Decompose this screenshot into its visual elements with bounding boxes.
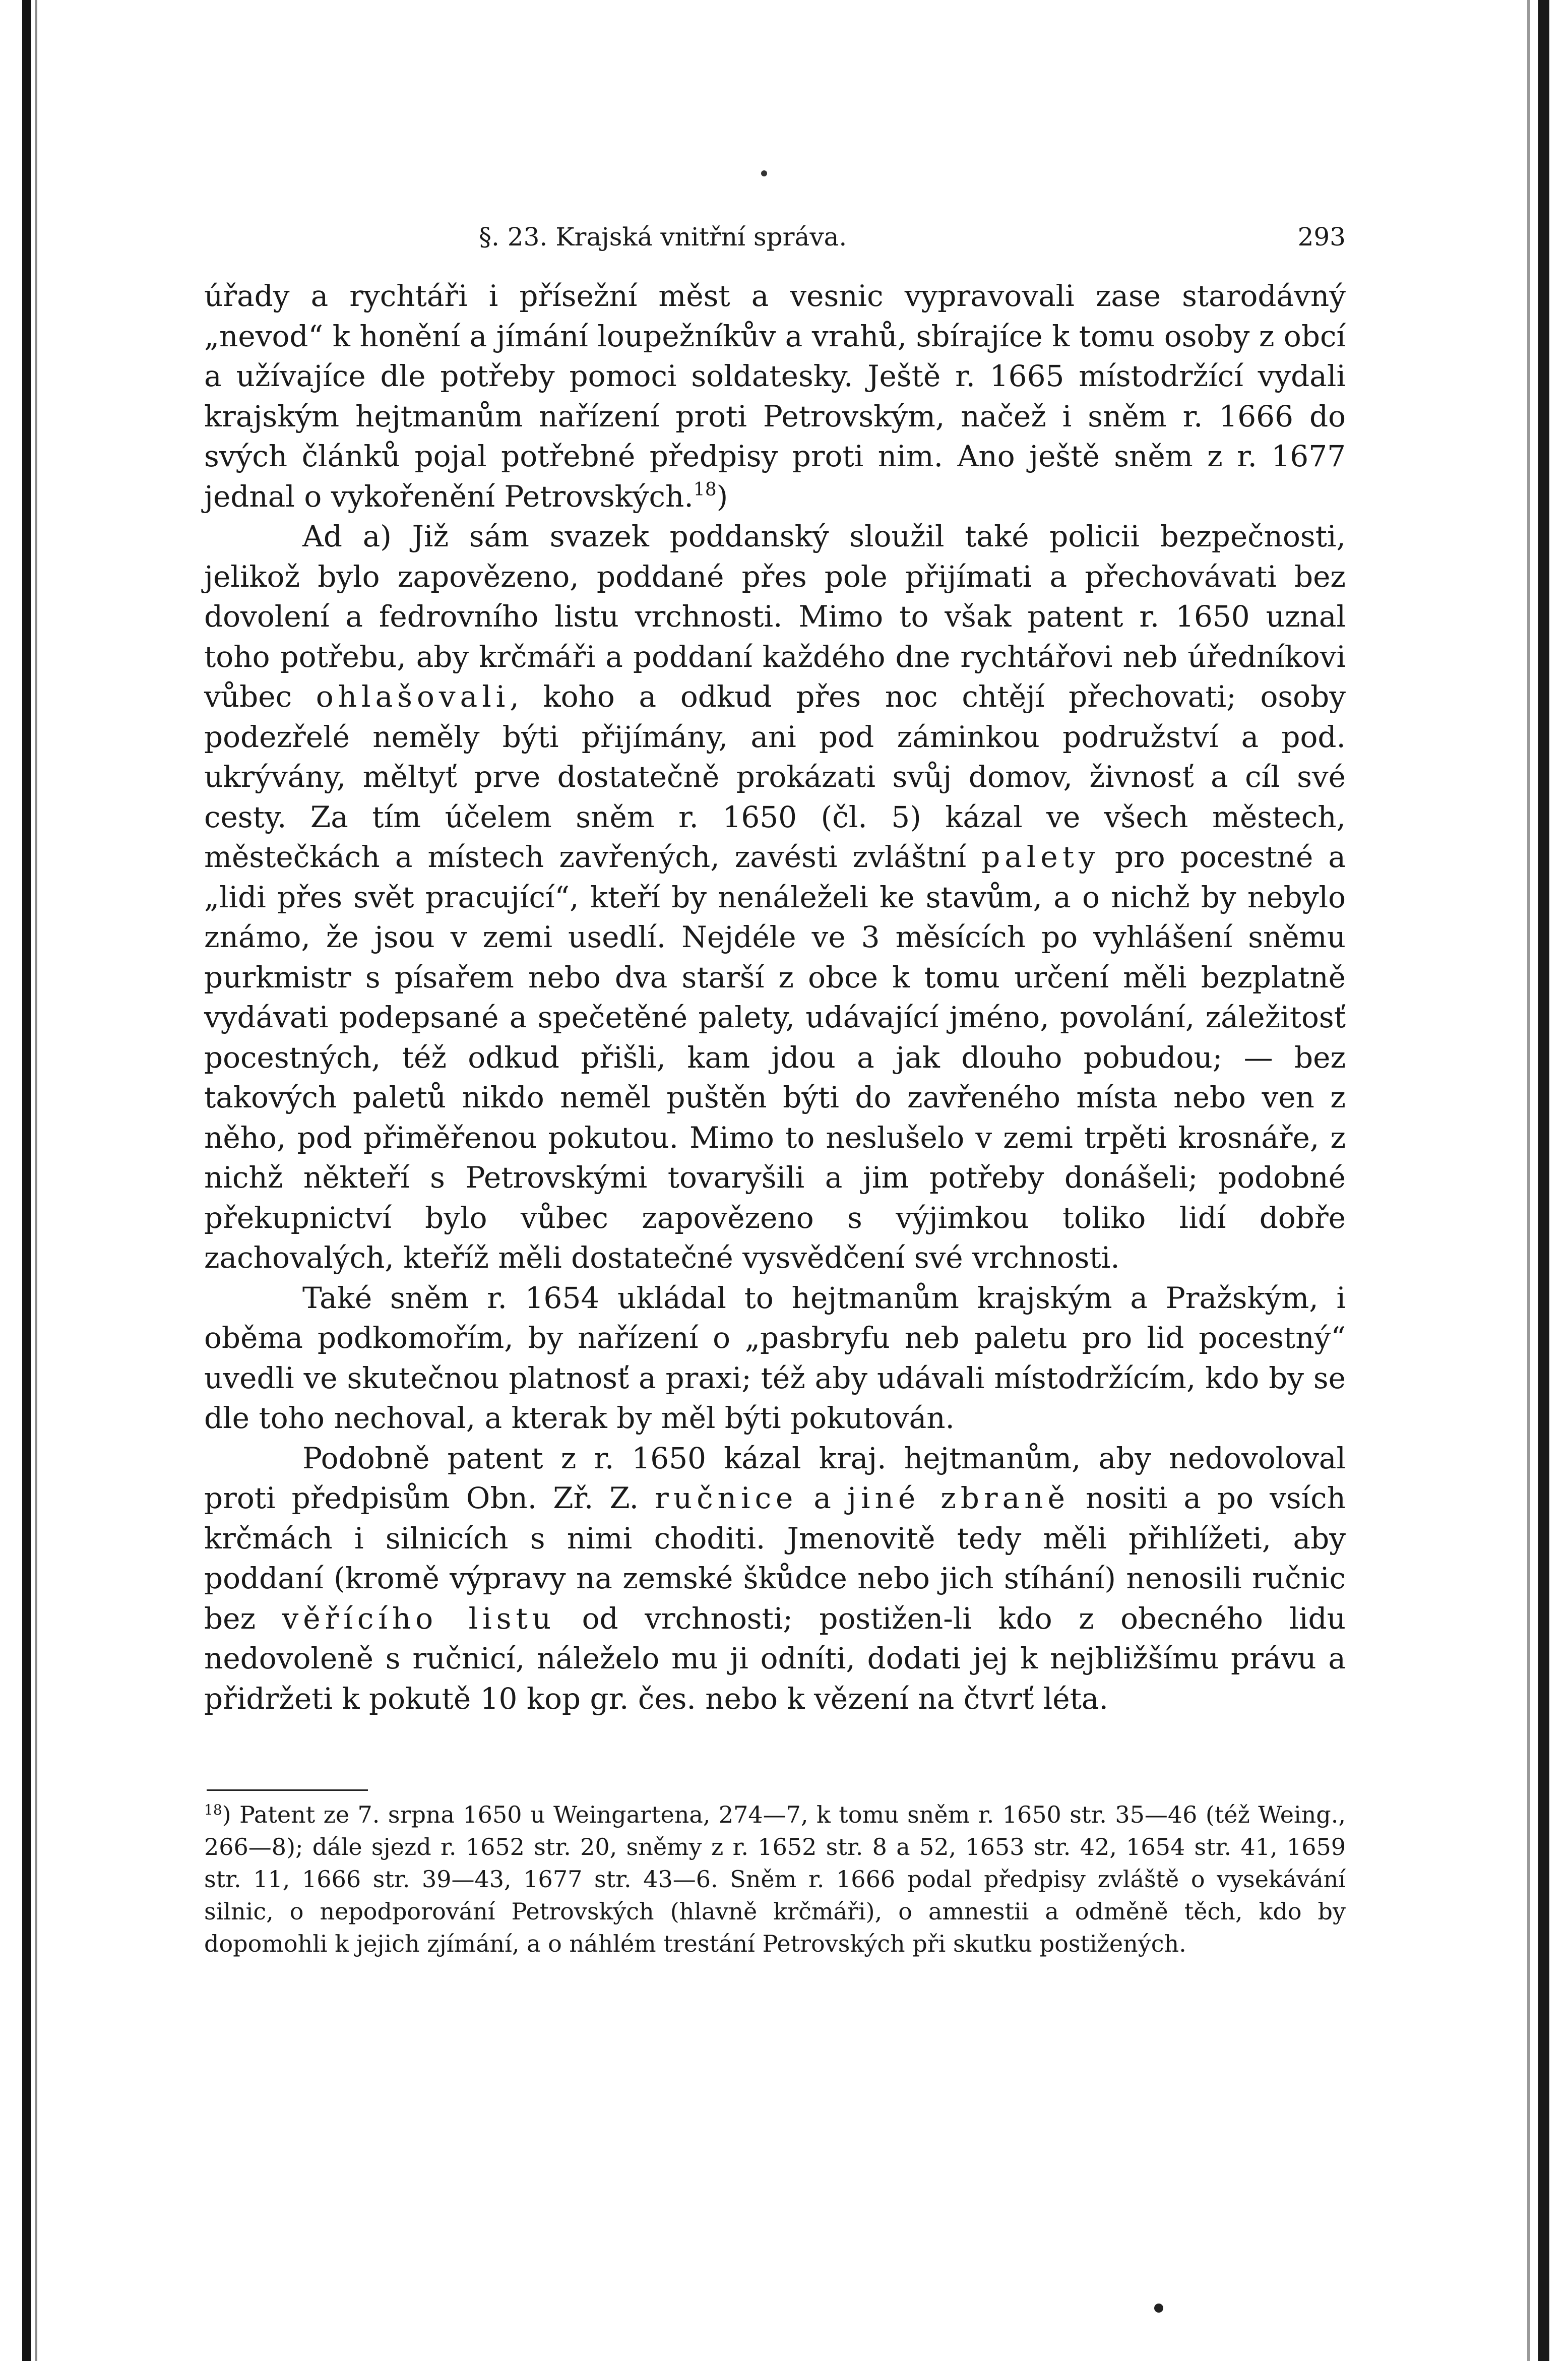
scan-edge-right-shadow	[1527, 0, 1530, 2361]
page-number: 293	[1297, 222, 1346, 252]
paragraph-2-part-b: , koho a odkud přes noc chtějí přechovati; osoby podezřelé neměly býti přijímány, ani pod záminkou podružství a pod. ukrývány, měltyť prve dostatečně prokázati svůj domov, živnosť a cíl své cesty. Za tím účelem sněm r. 1650 (čl. 5) kázal ve všech městech, městečkách a místech zavřených, zavésti zvláštní	[204, 679, 1346, 874]
footnote-separator	[207, 1789, 368, 1791]
scan-edge-right	[1538, 0, 1549, 2361]
spaced-emphasis-palety: palety	[981, 840, 1100, 874]
paragraph-3: Také sněm r. 1654 ukládal to hejtmanům krajským a Pražským, i oběma podkomořím, by nařízení o „pasbryfu neb paletu pro lid pocestný“ uvedli ve skutečnou platnosť a praxi; též aby udávali místodržícím, kdo by se dle toho nechoval, a kterak by měl býti pokutován.	[204, 1280, 1346, 1435]
paragraph-4-part-a: Podobně patent z r. 1650 kázal kraj. hejtmanům, aby nedovoloval proti předpisům Obn. Zř. Z.	[204, 1441, 1346, 1515]
paragraph-2-part-c: pro pocestné a „lidi přes svět pracující“, kteří by nenáleželi ke stavům, a o nichž by nebylo známo, že jsou v zemi usedlí. Nejdéle ve 3 měsících po vyhlášení sněmu purkmistr s písařem nebo dva starší z obce k tomu určení měli bezplatně vydávati podepsané a spečetěné palety, udávající jméno, povolání, záležitosť pocestných, též odkud přišli, kam jdou a jak dlouho pobudou; — bez takových paletů nikdo neměl puštěn býti do zavřeného místa nebo ven z něho, pod přiměřenou pokutou. Mimo to neslušelo v zemi trpěti krosnáře, z nichž někteří s Petrovskými tovaryšili a jim potřeby donášeli; podobné překupnictví bylo vůbec zapovězeno s výjimkou toliko lidí dobře zachovalých, kteříž měli dostatečné vysvědčení své vrchnosti.	[204, 840, 1346, 1275]
paragraph-4-part-d: od vrchnosti; postižen-li kdo z obecného lidu nedovoleně s ručnicí, náleželo mu ji odníti, dodati jej k nejbližšímu právu a přidržeti k pokutě 10 kop gr. čes. nebo k vězení na čtvrť léta.	[204, 1601, 1346, 1716]
running-head: §. 23. Krajská vnitřní správa.	[479, 222, 847, 252]
scan-edge-left-shadow	[35, 0, 37, 2361]
paragraph-4-part-c: nositi a po vsích krčmách i silnicích s nimi choditi. Jmenovitě tedy měli přihlížeti, aby poddaní (kromě výpravy na zemské škůdce nebo jich stíhání) nenosili ručnic bez	[204, 1481, 1346, 1636]
footnote-text: ) Patent ze 7. srpna 1650 u Weingartena, 274—7, k tomu sněm r. 1650 str. 35—46 (též Weing., 266—8); dále sjezd r. 1652 str. 20, sněmy z r. 1652 str. 8 a 52, 1653 str. 42, 1654 str. 41, 1659 str. 11, 1666 str. 39—43, 1677 str. 43—6. Sněm r. 1666 podal předpisy zvláště o vysekávání silnic, o nepodporování Petrovských (hlavně krčmáři), o amnestii a odměně těch, kdo by dopomohli k jejich zjímání, a o náhlém trestání Petrovských při skutku postižených.	[204, 1801, 1346, 1957]
paragraph-2-part-a: Ad a) Již sám svazek poddanský sloužil také policii bezpečnosti, jelikož bylo zapovězeno, poddané přes pole přijímati a přechovávati bez dovolení a fedrovního listu vrchnosti. Mimo to však patent r. 1650 uznal toho potřebu, aby krčmáři a poddaní každého dne rychtářovi neb úředníkovi vůbec	[204, 519, 1346, 714]
page-body	[204, 276, 1346, 1719]
footnote-mark: 18	[204, 1801, 222, 1818]
spaced-emphasis-ohlasovali: ohlašovali	[316, 679, 510, 714]
spaced-emphasis-vericiho-listu: věřícího listu	[282, 1601, 556, 1636]
footnote	[204, 1798, 1346, 1960]
paragraph-1: úřady a rychtáři i přísežní měst a vesnic vypravovali zase starodávný „nevod“ k honění a jímání loupežníkův a vrahů, sbírajíce k tomu osoby z obcí a užívajíce dle potřeby pomoci soldatesky. Ještě r. 1665 místodržící vydali krajským hejtmanům nařízení proti Petrovským, načež i sněm r. 1666 do svých článků pojal potřebné předpisy proti nim. Ano ještě sněm z r. 1677 jednal o vykořenění Petrovských.$^{18}$)	[204, 279, 1346, 514]
paragraph-4	[204, 1439, 1346, 1719]
paragraph-4-part-b: a	[797, 1481, 848, 1515]
paragraph-2	[204, 517, 1346, 1278]
footnote-reference: 18	[693, 479, 717, 500]
spaced-emphasis-jine-zbrane: jiné zbraně	[847, 1481, 1070, 1515]
spaced-emphasis-rucnice: ručnice	[655, 1481, 798, 1515]
scan-edge-left	[22, 0, 31, 2361]
page-header	[204, 217, 1346, 257]
paragraph-1-text: úřady a rychtáři i přísežní měst a vesnic vypravovali zase starodávný „nevod“ k honění a jímání loupežníkův a vrahů, sbírajíce k tomu osoby z obcí a užívajíce dle potřeby pomoci soldatesky. Ještě r. 1665 místodržící vydali krajským hejtmanům nařízení proti Petrovským, načež i sněm r. 1666 do svých článků pojal potřebné předpisy proti nim. Ano ještě sněm z r. 1677 jednal o vykořenění Petrovských.	[204, 279, 1346, 514]
ink-speck-bottom	[1154, 2304, 1163, 2313]
ink-speck-top	[761, 170, 767, 176]
